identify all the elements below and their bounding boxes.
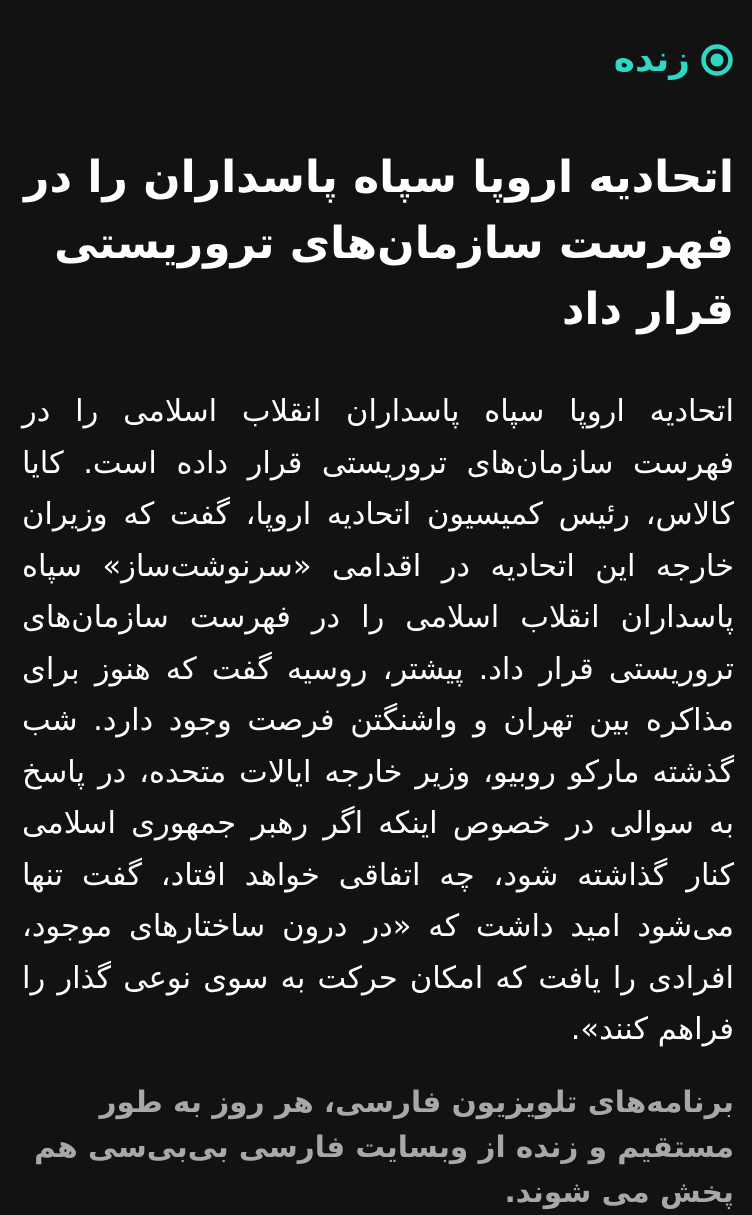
live-label: زنده: [613, 39, 690, 80]
article-headline: اتحادیه اروپا سپاه پاسداران را در فهرست سازمان‌های تروریستی قرار داد: [24, 152, 734, 335]
article-body: اتحادیه اروپا سپاه پاسداران انقلاب اسلامی را در فهرست سازمان‌های تروریستی قرار داده است. کایا کالاس، رئیس کمیسیون اتحادیه اروپا، گفت که وزیران خارجه این اتحادیه در اقدامی «سرنوشت‌ساز» سپاه پاسداران انقلاب اسلامی را در فهرست سازمان‌های تروریستی قرار داد. پیشتر، روسیه گفت که هنوز برای مذاکره بین تهران و واشنگتن فرصت وجود دارد. شب گذشته مارکو روبیو، وزیر خارجه ایالات متحده، در پاسخ به سوالی در خصوص اینکه اگر رهبر جمهوری اسلامی کنار گذاشته شود، چه اتفاقی خواهد افتاد، گفت تنها می‌شود امید داشت که «در درون ساختارهای موجود، افرادی را یافت که امکان حرکت به سوی نوعی گذار را فراهم کنند».: [22, 394, 734, 1047]
live-icon: [700, 43, 734, 77]
live-badge[interactable]: [613, 39, 734, 80]
broadcast-note: برنامه‌های تلویزیون فارسی، هر روز به طور مستقیم و زنده از وبسایت فارسی بی‌بی‌سی هم پخش می شوند.: [34, 1085, 734, 1209]
